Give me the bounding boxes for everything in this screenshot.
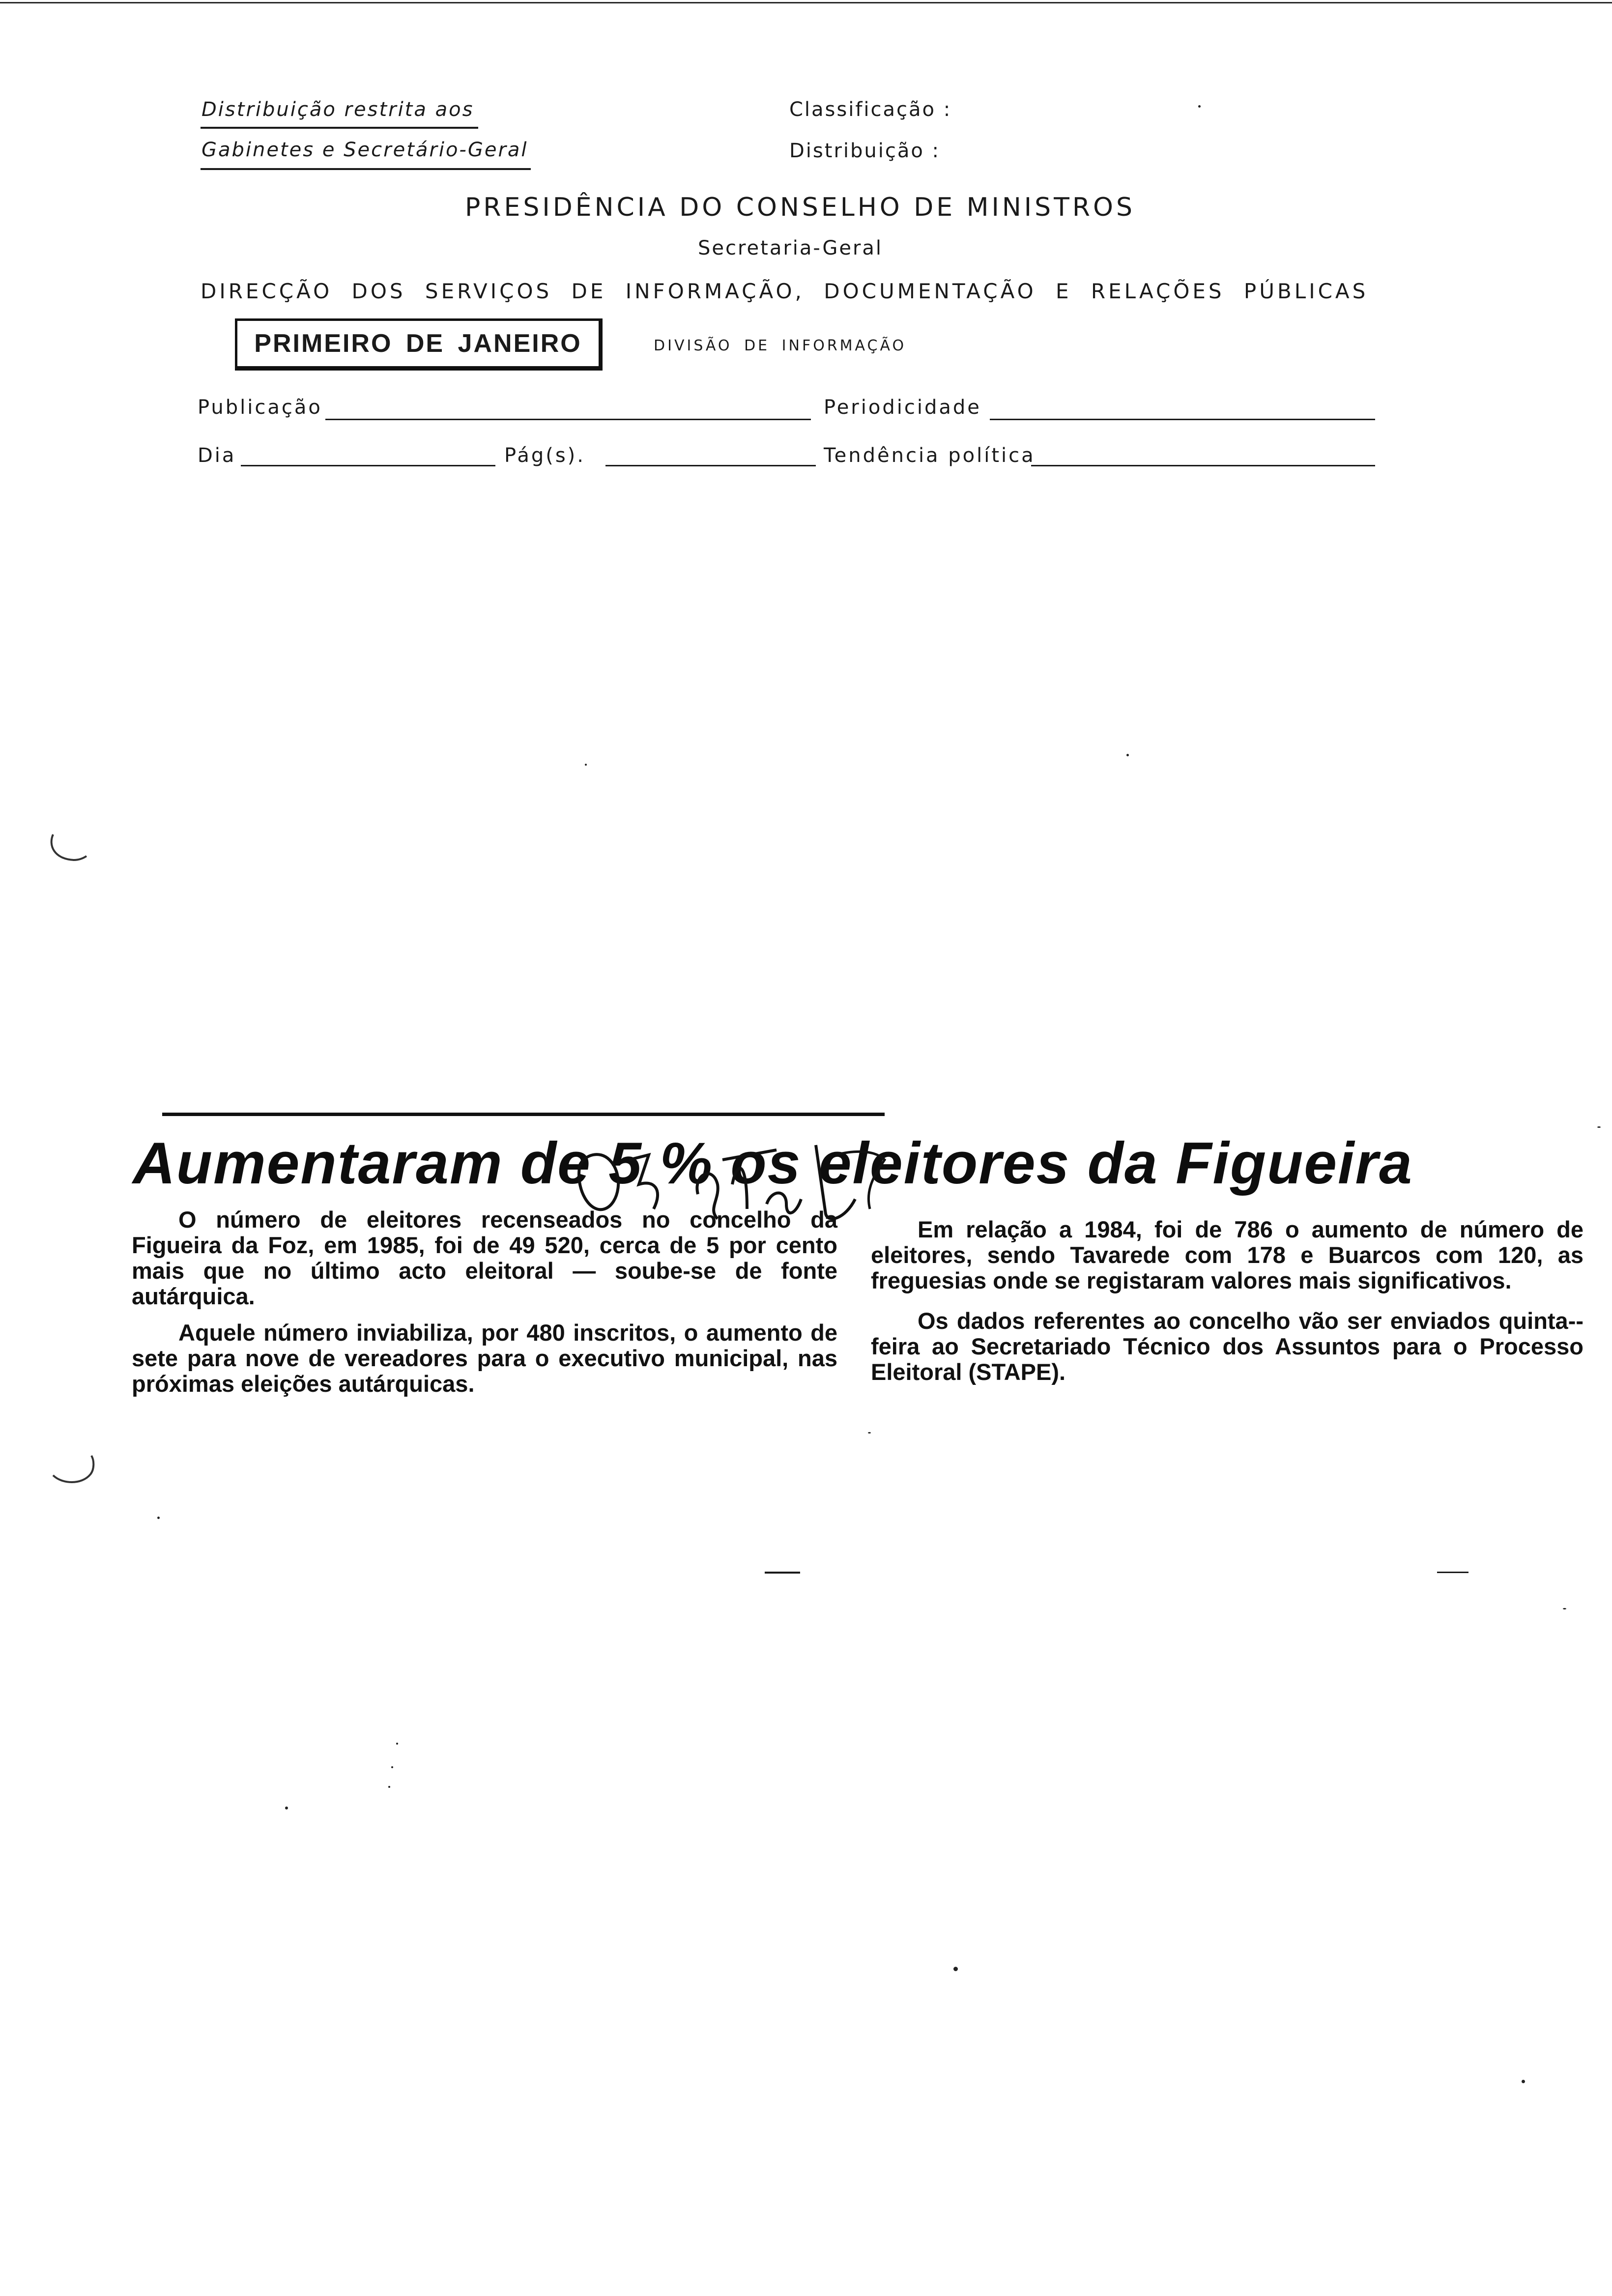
presidency-heading: PRESIDÊNCIA DO CONSELHO DE MINISTROS — [465, 193, 1135, 222]
division-heading: DIVISÃO DE INFORMAÇÃO — [654, 337, 907, 354]
article-right-paragraph: Em relação a 1984, foi de 786 o aumento de número de eleitores, sendo Tavarede com 178 e Buarcos com 120, as freguesias onde se registaram valores mais significativos. — [871, 1216, 1583, 1293]
distribution-note-underline2 — [201, 168, 531, 170]
scan-speck — [1126, 754, 1129, 756]
scan-speck — [585, 764, 587, 766]
scan-speck — [1563, 1608, 1566, 1609]
distribution-note-line1: Distribuição restrita aos — [202, 98, 474, 121]
political-tendency-label: Tendência política — [824, 444, 1036, 467]
article-left-paragraph: O número de eleitores recenseados no concelho da Figueira da Foz, em 1985, foi de 49 520, cerca de 5 por cento mais que no último acto eleitoral — soube-se de fonte autárquica. — [132, 1206, 837, 1309]
distribution-label: Distribuição : — [789, 140, 941, 162]
scan-speck — [1198, 105, 1201, 108]
pages-field-line — [605, 465, 816, 466]
political-tendency-field-line — [1031, 465, 1375, 466]
scan-speck — [388, 1786, 390, 1788]
scan-speck — [953, 1967, 958, 1971]
distribution-note-underline1 — [201, 127, 478, 129]
article-right-paragraph: Os dados referentes ao concelho vão ser enviados quinta--feira ao Secretariado Técnico dos Assuntos para o Processo Eleitoral (STAPE). — [871, 1308, 1583, 1385]
article-right-column — [871, 1217, 1583, 1396]
scan-speck — [1522, 2080, 1525, 2083]
page-top-rule — [0, 2, 1612, 3]
scan-speck — [868, 1432, 871, 1434]
clipping-top-rule — [162, 1113, 885, 1116]
scan-stray-line — [1437, 1572, 1468, 1573]
pages-label: Pág(s). — [504, 444, 585, 467]
scan-speck — [396, 1743, 398, 1745]
scan-speck — [391, 1766, 393, 1768]
handwritten-annotation — [570, 1130, 894, 1258]
scan-speck — [1597, 1126, 1601, 1128]
publication-label: Publicação — [198, 396, 322, 419]
distribution-note-line2: Gabinetes e Secretário-Geral — [202, 139, 528, 161]
scan-speck — [285, 1807, 288, 1809]
periodicity-label: Periodicidade — [824, 396, 981, 419]
day-field-line — [241, 465, 495, 466]
secretariat-heading: Secretaria-Geral — [698, 237, 883, 259]
classification-label: Classificação : — [789, 98, 952, 121]
directorate-heading: DIRECÇÃO DOS SERVIÇOS DE INFORMAÇÃO, DOCUMENTAÇÃO E RELAÇÕES PÚBLICAS — [201, 279, 1369, 303]
publication-stamp: PRIMEIRO DE JANEIRO — [235, 318, 603, 371]
scan-stray-line — [765, 1572, 800, 1574]
punch-hole-mark-lower — [47, 1450, 101, 1494]
publication-field-line — [325, 419, 811, 420]
punch-hole-mark-upper — [44, 831, 93, 870]
scan-speck — [157, 1517, 160, 1519]
periodicity-field-line — [990, 419, 1375, 420]
day-label: Dia — [198, 444, 236, 467]
article-left-paragraph: Aquele número inviabiliza, por 480 inscritos, o aumento de sete para nove de vereadores para o executivo municipal, nas próximas eleições autárquicas. — [132, 1320, 837, 1397]
clipping-headline: Aumentaram de 5 % os eleitores da Figueira — [133, 1130, 1413, 1196]
